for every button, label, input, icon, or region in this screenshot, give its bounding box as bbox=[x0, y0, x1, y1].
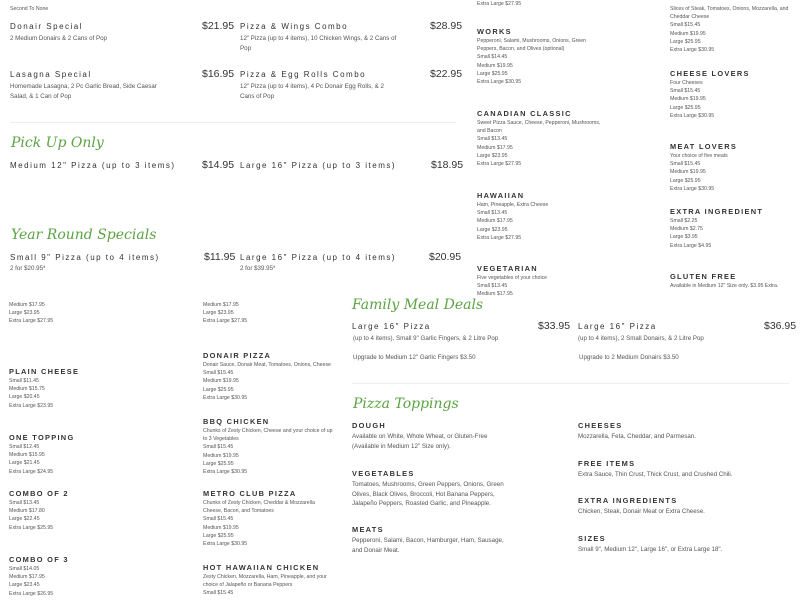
pizza-item-price: Extra Large $27.95 bbox=[477, 234, 522, 241]
pizza-item-price: Medium $17.95 bbox=[477, 291, 513, 298]
pizza-item-price: Large $3.95 bbox=[670, 234, 698, 241]
pizza-item-price: Extra Large $30.95 bbox=[203, 469, 248, 475]
pizza-item-price: Small $2.25 bbox=[670, 218, 698, 224]
pizza-item-price: Small $15.45 bbox=[670, 161, 701, 168]
topping-desc: Extra Sauce, Thin Crust, Thick Crust, and Crushed Chili. bbox=[578, 471, 733, 478]
pizza-item-price: Medium $15.75 bbox=[9, 386, 45, 393]
pizza-item-name: WORKS bbox=[477, 27, 512, 36]
pizza-item-name: ONE TOPPING bbox=[9, 433, 75, 442]
pizza-item-price: Medium $17.95 bbox=[9, 574, 45, 581]
pizza-item-price: Small $15.45 bbox=[670, 88, 701, 95]
family-title: Large 16" Pizza bbox=[352, 322, 431, 331]
year-round-title: Large 16" Pizza (up to 4 items) bbox=[240, 253, 397, 262]
topping-category: DOUGH bbox=[352, 421, 387, 430]
divider bbox=[10, 122, 456, 123]
year-round-price: $20.95 bbox=[429, 251, 462, 263]
topping-category: SIZES bbox=[578, 534, 606, 543]
pizza-item-price: Medium $19.95 bbox=[203, 524, 239, 531]
pickup-title: Medium 12" Pizza (up to 3 items) bbox=[10, 161, 176, 170]
pizza-item-desc: Chunks of Zesty Chicken, Cheese and your choice of up to 3 Vegetables bbox=[203, 428, 333, 443]
topping-desc: Chicken, Steak, Donair Meat or Extra Cheese. bbox=[578, 508, 705, 515]
family-desc: (up to 4 items), Small 9" Garlic Fingers, & 2 Litre Pop bbox=[353, 335, 499, 342]
pizza-item-price: Small $15.45 bbox=[203, 370, 234, 377]
pizza-item-price: Medium $17.95 bbox=[203, 302, 239, 308]
family-desc: (up to 4 items), 2 Small Donairs, & 2 Litre Pop bbox=[578, 335, 704, 342]
pizza-item-name: PLAIN CHEESE bbox=[9, 367, 80, 376]
pizza-item-name: HOT HAWAIIAN CHICKEN bbox=[203, 563, 320, 572]
pickup-price: $14.95 bbox=[202, 159, 235, 171]
pizza-item-price: Small $14.05 bbox=[9, 566, 40, 572]
family-upgrade: Upgrade to 2 Medium Donairs $3.50 bbox=[579, 354, 679, 361]
pizza-item-price: Extra Large $27.95 bbox=[477, 1, 522, 8]
pizza-item-name: CHEESE LOVERS bbox=[670, 69, 750, 78]
pizza-item-price: Small $14.45 bbox=[477, 54, 508, 61]
family-price: $33.95 bbox=[538, 320, 571, 332]
pizza-item-desc: Zesty Chicken, Mozzarella, Ham, Pineapple, and your choice of Jalapeño or Banana Peppers bbox=[203, 574, 327, 589]
pizza-item-name: BBQ CHICKEN bbox=[203, 417, 270, 426]
pickup-title: Large 16" Pizza (up to 3 items) bbox=[240, 161, 397, 170]
pizza-item-name: VEGETARIAN bbox=[477, 264, 538, 273]
pizza-item-price: Small $15.45 bbox=[670, 22, 701, 29]
special-title: Pizza & Egg Rolls Combo bbox=[240, 70, 367, 79]
pizza-item-price: Medium $19.95 bbox=[670, 30, 706, 37]
topping-category: EXTRA INGREDIENTS bbox=[578, 496, 678, 505]
topping-desc: Small 9", Medium 12", Large 16", or Extra Large 18". bbox=[578, 546, 723, 553]
pizza-item-price: Large $25.95 bbox=[670, 38, 701, 45]
pizza-item-price: Extra Large $27.95 bbox=[203, 318, 248, 325]
year-round-price: $11.95 bbox=[204, 251, 236, 263]
pizza-item-price: Extra Large $27.95 bbox=[477, 161, 522, 167]
family-price: $36.95 bbox=[764, 320, 797, 332]
pizza-item-price: Extra Large $24.95 bbox=[9, 468, 54, 475]
pizza-item-name: EXTRA INGREDIENT bbox=[670, 207, 764, 216]
topping-category: VEGETABLES bbox=[352, 469, 415, 478]
pizza-item-desc: Your choice of five meats bbox=[670, 153, 728, 159]
pizza-item-name: HAWAIIAN bbox=[477, 191, 525, 200]
section-heading-family: Family Meal Deals bbox=[352, 297, 484, 313]
pizza-item-price: Medium $19.95 bbox=[670, 169, 706, 176]
pizza-item-price: Small $13.45 bbox=[9, 500, 40, 506]
pizza-item-price: Large $25.95 bbox=[203, 532, 234, 539]
topping-category: FREE ITEMS bbox=[578, 459, 636, 468]
pizza-item-price: Small $15.45 bbox=[203, 444, 234, 451]
pizza-item-price: Medium $19.95 bbox=[203, 378, 239, 385]
topping-category: CHEESES bbox=[578, 421, 623, 430]
pizza-item-desc: Pepperoni, Salami, Mushrooms, Onions, Green Peppers, Bacon, and Olives (optional) bbox=[477, 38, 586, 53]
pizza-item-desc: Four Cheeses bbox=[670, 80, 703, 86]
pizza-item-price: Large $25.95 bbox=[670, 177, 701, 184]
pizza-item-price: Large $25.95 bbox=[477, 70, 508, 77]
pizza-item-price: Extra Large $30.95 bbox=[670, 47, 715, 53]
divider bbox=[352, 383, 789, 384]
pizza-item-price: Extra Large $30.95 bbox=[670, 112, 715, 119]
pizza-item-price: Medium $19.95 bbox=[670, 96, 706, 103]
pizza-item-price: Small $12.45 bbox=[9, 444, 40, 450]
pizza-item-price: Medium $17.95 bbox=[9, 302, 45, 308]
pizza-item-price: Small $15.45 bbox=[203, 516, 234, 523]
special-price: $28.95 bbox=[430, 20, 463, 32]
pizza-item-name: METRO CLUB PIZZA bbox=[203, 489, 297, 498]
special-desc: Homemade Lasagna, 2 Pc Garlic Bread, Side Caesar Salad, & 1 Can of Pop bbox=[10, 83, 157, 100]
section-heading-pickup: Pick Up Only bbox=[11, 135, 104, 151]
pizza-item-price: Extra Large $4.95 bbox=[670, 242, 712, 249]
section-heading-year-round: Year Round Specials bbox=[11, 227, 157, 243]
special-title: Pizza & Wings Combo bbox=[240, 22, 349, 31]
pizza-item-price: Large $22.45 bbox=[9, 516, 40, 523]
pizza-item-price: Small $13.45 bbox=[477, 210, 508, 217]
pizza-item-price: Extra Large $30.95 bbox=[670, 185, 715, 192]
pizza-item-name: DONAIR PIZZA bbox=[203, 351, 272, 360]
pizza-item-price: Medium $17.95 bbox=[477, 218, 513, 225]
pizza-item-price: Extra Large $30.95 bbox=[203, 394, 248, 401]
pizza-item-price: Large $21.45 bbox=[9, 460, 40, 467]
section-heading-toppings: Pizza Toppings bbox=[353, 396, 459, 412]
pizza-item-price: Large $23.95 bbox=[203, 310, 234, 317]
pizza-item-price: Extra Large $26.95 bbox=[9, 590, 54, 597]
pizza-item-price: Medium $15.95 bbox=[9, 452, 45, 459]
special-price: $16.95 bbox=[202, 68, 235, 80]
topping-desc: Tomatoes, Mushrooms, Green Peppers, Onions, Green Olives, Black Olives, Broccoli, Hot Banana Peppers, Jalapeño Peppers, Roasted Garlic, and Pineapple. bbox=[352, 481, 504, 508]
pizza-item-name: COMBO OF 2 bbox=[9, 489, 69, 498]
special-desc: 2 Medium Donairs & 2 Cans of Pop bbox=[10, 35, 107, 42]
year-round-title: Small 9" Pizza (up to 4 items) bbox=[10, 253, 160, 262]
pizza-item-price: Medium $2.75 bbox=[670, 226, 703, 233]
special-price: $21.95 bbox=[202, 20, 235, 32]
pizza-item-price: Small $11.45 bbox=[9, 378, 39, 384]
pizza-item-price: Extra Large $27.95 bbox=[9, 318, 54, 325]
tagline: Second To None bbox=[10, 6, 49, 12]
pizza-item-price: Medium $19.95 bbox=[477, 62, 513, 69]
pizza-item-name: CANADIAN CLASSIC bbox=[477, 109, 572, 118]
pickup-price: $18.95 bbox=[431, 159, 464, 171]
pizza-item-price: Extra Large $30.95 bbox=[203, 541, 248, 547]
pizza-item-desc: Available in Medium 12" Size only. $3.95 Extra. bbox=[670, 283, 779, 289]
pizza-item-desc: Sweet Pizza Sauce, Cheese, Pepperoni, Mushrooms, and Bacon bbox=[477, 120, 601, 135]
pizza-item-price: Medium $17.80 bbox=[9, 508, 45, 515]
pizza-item-price: Medium $17.95 bbox=[477, 144, 513, 151]
topping-desc: Pepperoni, Salami, Bacon, Hamburger, Ham, Sausage, and Donair Meat. bbox=[352, 537, 504, 554]
pizza-item-desc: Chunks of Zesty Chicken, Cheddar & Mozzarella Cheese, Bacon, and Tomatoes bbox=[203, 500, 315, 515]
pizza-item-price: Large $23.95 bbox=[477, 152, 508, 159]
special-desc: 12" Pizza (up to 4 items), 4 Pc Donair Egg Rolls, & 2 Cans of Pop bbox=[240, 83, 384, 100]
year-round-desc: 2 for $20.95* bbox=[10, 265, 46, 272]
pizza-item-price: Large $25.95 bbox=[203, 460, 234, 467]
pizza-item-name: MEAT LOVERS bbox=[670, 142, 738, 151]
special-desc: 12" Pizza (up to 4 items), 10 Chicken Wings, & 2 Cans of Pop bbox=[240, 35, 397, 52]
pizza-item-name: GLUTEN FREE bbox=[670, 272, 737, 281]
family-title: Large 16" Pizza bbox=[578, 322, 657, 331]
topping-category: MEATS bbox=[352, 525, 384, 534]
pizza-item-price: Small $13.45 bbox=[477, 136, 508, 143]
special-title: Lasagna Special bbox=[10, 70, 92, 79]
pizza-item-price: Small $13.45 bbox=[477, 283, 508, 290]
pizza-item-price: Large $25.95 bbox=[670, 104, 701, 111]
pizza-item-name: COMBO OF 3 bbox=[9, 555, 69, 564]
pizza-item-desc: Slices of Steak, Tomatoes, Onions, Mozzarella, and Cheddar Cheese bbox=[670, 6, 789, 21]
pizza-item-desc: Ham, Pineapple, Extra Cheese bbox=[477, 202, 549, 208]
pizza-item-price: Large $23.95 bbox=[9, 310, 40, 317]
pizza-item-price: Small $15.45 bbox=[203, 590, 234, 597]
topping-desc: Mozzarella, Feta, Cheddar, and Parmesan. bbox=[578, 433, 696, 440]
pizza-item-price: Large $23.45 bbox=[9, 582, 40, 589]
pizza-item-price: Extra Large $25.95 bbox=[9, 524, 54, 531]
pizza-item-price: Large $20.45 bbox=[9, 394, 40, 401]
pizza-item-price: Large $23.95 bbox=[477, 226, 508, 233]
pizza-item-price: Extra Large $23.95 bbox=[9, 402, 54, 409]
pizza-item-desc: Five vegetables of your choice bbox=[477, 275, 548, 281]
pizza-item-desc: Donair Sauce, Donair Meat, Tomatoes, Onions, Cheese bbox=[203, 362, 331, 368]
special-price: $22.95 bbox=[430, 68, 463, 80]
pizza-item-price: Extra Large $30.95 bbox=[477, 79, 522, 85]
special-title: Donair Special bbox=[10, 22, 84, 31]
year-round-desc: 2 for $39.95* bbox=[240, 265, 276, 272]
topping-desc: Available on White, Whole Wheat, or Gluten-Free (Available in Medium 12" Size only). bbox=[352, 433, 488, 450]
pizza-item-price: Medium $19.95 bbox=[203, 452, 239, 459]
family-upgrade: Upgrade to Medium 12" Garlic Fingers $3.50 bbox=[353, 354, 476, 361]
pizza-item-price: Large $25.95 bbox=[203, 386, 234, 393]
